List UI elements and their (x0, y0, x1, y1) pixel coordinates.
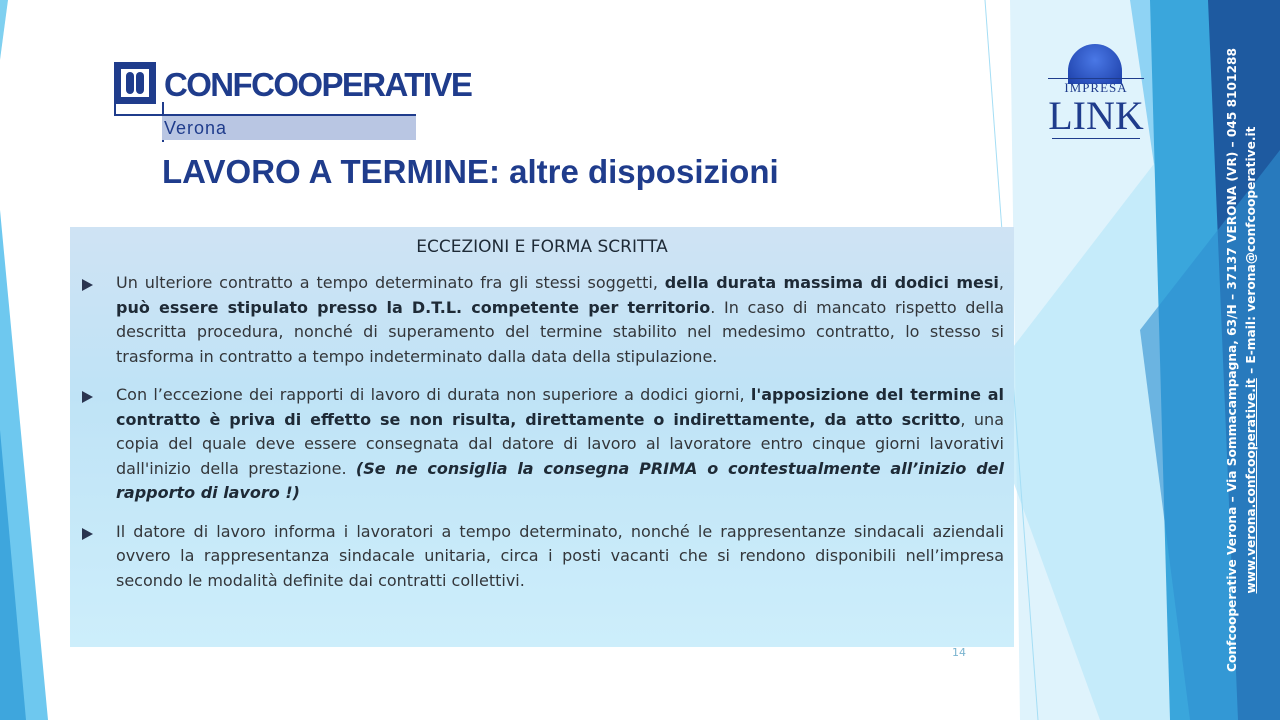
vertical-contact-info (1223, 45, 1271, 675)
triangle-bullet-icon (82, 279, 93, 291)
page-number: 14 (952, 646, 966, 659)
bullet-text: , una copia del quale deve essere consegnata dal datore di lavoro al lavoratore entro cinque giorni lavorativi dall'inizio della prestazione. (116, 409, 1004, 478)
bullet-text: . (519, 570, 525, 590)
bullet-item (82, 271, 1004, 369)
bullet-text-bold: può essere stipulato presso la D.T.L. competente per territorio (116, 297, 711, 317)
bullet-text: . In caso di mancato rispetto della descritta procedura, nonché di superamento del termine stabilito nel medesimo contratto, lo stesso si trasforma in contratto a tempo indeterminato dalla data della stipulazione. (116, 297, 1005, 366)
bullet-text: , (998, 273, 1004, 292)
bullet-item (82, 383, 1004, 506)
box-heading: ECCEZIONI E FORMA SCRITTA (416, 237, 668, 257)
bullet-list (82, 271, 1004, 607)
bullet-text-bold: della durata massima di dodici mesi (664, 273, 999, 292)
impresa-link-logo (1048, 44, 1144, 144)
content-box (70, 227, 1014, 647)
confcooperative-logo (114, 62, 472, 142)
triangle-bullet-icon (82, 528, 93, 540)
contact-address: Confcooperative Verona – Via Sommacampagna, 63/H – 37137 VERONA (VR) – 045 8101288 (1225, 48, 1239, 672)
left-decorative-band (0, 0, 50, 720)
confcooperative-wordmark: CONFCOOPERATIVE (164, 66, 472, 103)
confcooperative-sub-band (162, 116, 416, 140)
triangle-bullet-icon (82, 391, 93, 403)
bullet-text: Il datore di lavoro informa i lavoratori a tempo determinato, nonché le rappresentanze sindacali aziendali ovvero la rappresentanza sindacale unitaria, circa i posti vacanti che si rendono disponibili nell’impresa secondo le modalità definite dai contratti collettivi (116, 521, 1004, 590)
impresa-link-bottom-label: LINK (1048, 93, 1144, 138)
impresa-link-top-label: IMPRESA (1048, 78, 1144, 97)
bullet-text-bold: l'apposizione del termine al contratto è priva di effetto se non risulta, direttamente o indirettamente, da atto scritto (116, 385, 1004, 429)
bullet-item (82, 520, 1004, 594)
website-link[interactable]: www.verona.confcooperative.it (1244, 378, 1258, 594)
confcooperative-sub-label: Verona (164, 118, 228, 138)
confcooperative-logo-mark-icon (114, 62, 156, 104)
slide-title: LAVORO A TERMINE: altre disposizioni (162, 153, 779, 190)
bullet-text: Con l’eccezione dei rapporti di lavoro di durata non superiore a dodici giorni, (116, 385, 751, 404)
contact-email: – E-mail: verona@confcooperative.it (1244, 126, 1258, 379)
bullet-text: Un ulteriore contratto a tempo determinato fra gli stessi soggetti, (116, 273, 665, 292)
bullet-text-bold-italic: (Se ne consiglia la consegna PRIMA o contestualmente all’inizio del rapporto di lavoro !) (116, 458, 1004, 502)
